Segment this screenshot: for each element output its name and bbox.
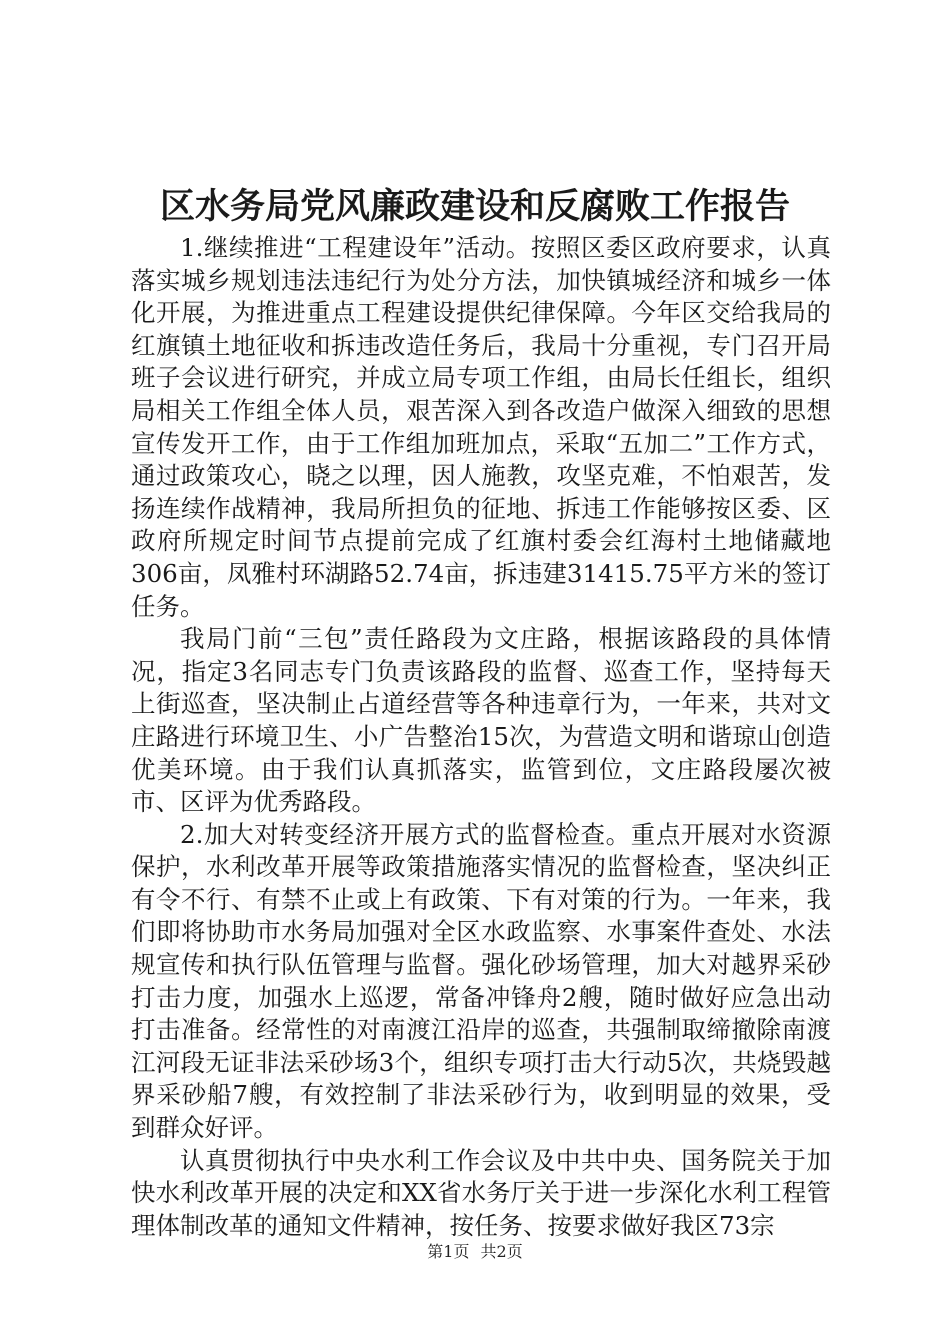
document-body bbox=[131, 232, 831, 1242]
paragraph: 我局门前“三包”责任路段为文庄路，根据该路段的具体情况，指定3名同志专门负责该路段的监督、巡查工作，坚持每天上街巡查，坚决制止占道经营等各种违章行为，一年来，共对文庄路进行环境卫生、小广告整治15次，为营造文明和谐琼山创造优美环境。由于我们认真抓落实，监管到位，文庄路段屡次被市、区评为优秀路段。 bbox=[131, 624, 831, 817]
document-title: 区水务局党风廉政建设和反腐败工作报告 bbox=[159, 186, 790, 227]
paragraph: 认真贯彻执行中央水利工作会议及中共中央、国务院关于加快水利改革开展的决定和XX省水务厅关于进一步深化水利工程管理体制改革的通知文件精神，按任务、按要求做好我区73宗 bbox=[131, 1145, 831, 1240]
page-footer bbox=[0, 1241, 950, 1263]
page-number: 第1页 bbox=[427, 1242, 470, 1261]
paragraph: 2.加大对转变经济开展方式的监督检查。重点开展对水资源保护，水利改革开展等政策措施落实情况的监督检查，坚决纠正有令不行、有禁不止或上有政策、下有对策的行为。一年来，我们即将协助市水务局加强对全区水政监察、水事案件查处、水法规宣传和执行队伍管理与监督。强化砂场管理，加大对越界采砂打击力度，加强水上巡逻，常备冲锋舟2艘，随时做好应急出动打击准备。经常性的对南渡江沿岸的巡查，共强制取缔撤除南渡江河段无证非法采砂场3个，组织专项打击大行动5次，共烧毁越界采砂船7艘，有效控制了非法采砂行为，收到明显的效果，受到群众好评。 bbox=[131, 819, 831, 1143]
paragraph: 1.继续推进“工程建设年”活动。按照区委区政府要求，认真落实城乡规划违法违纪行为处分方法，加快镇城经济和城乡一体化开展，为推进重点工程建设提供纪律保障。今年区交给我局的红旗镇土地征收和拆违改造任务后，我局十分重视，专门召开局班子会议进行研究，并成立局专项工作组，由局长任组长，组织局相关工作组全体人员，艰苦深入到各改造户做深入细致的思想宣传发开工作，由于工作组加班加点，采取“五加二”工作方式，通过政策攻心，晓之以理，因人施教，攻坚克难，不怕艰苦，发扬连续作战精神，我局所担负的征地、拆违工作能够按区委、区政府所规定时间节点提前完成了红旗村委会红海村土地储藏地306亩，凤雅村环湖路52.74亩，拆违建31415.75平方米的签订任务。 bbox=[131, 233, 831, 621]
page-total: 共2页 bbox=[480, 1242, 523, 1261]
